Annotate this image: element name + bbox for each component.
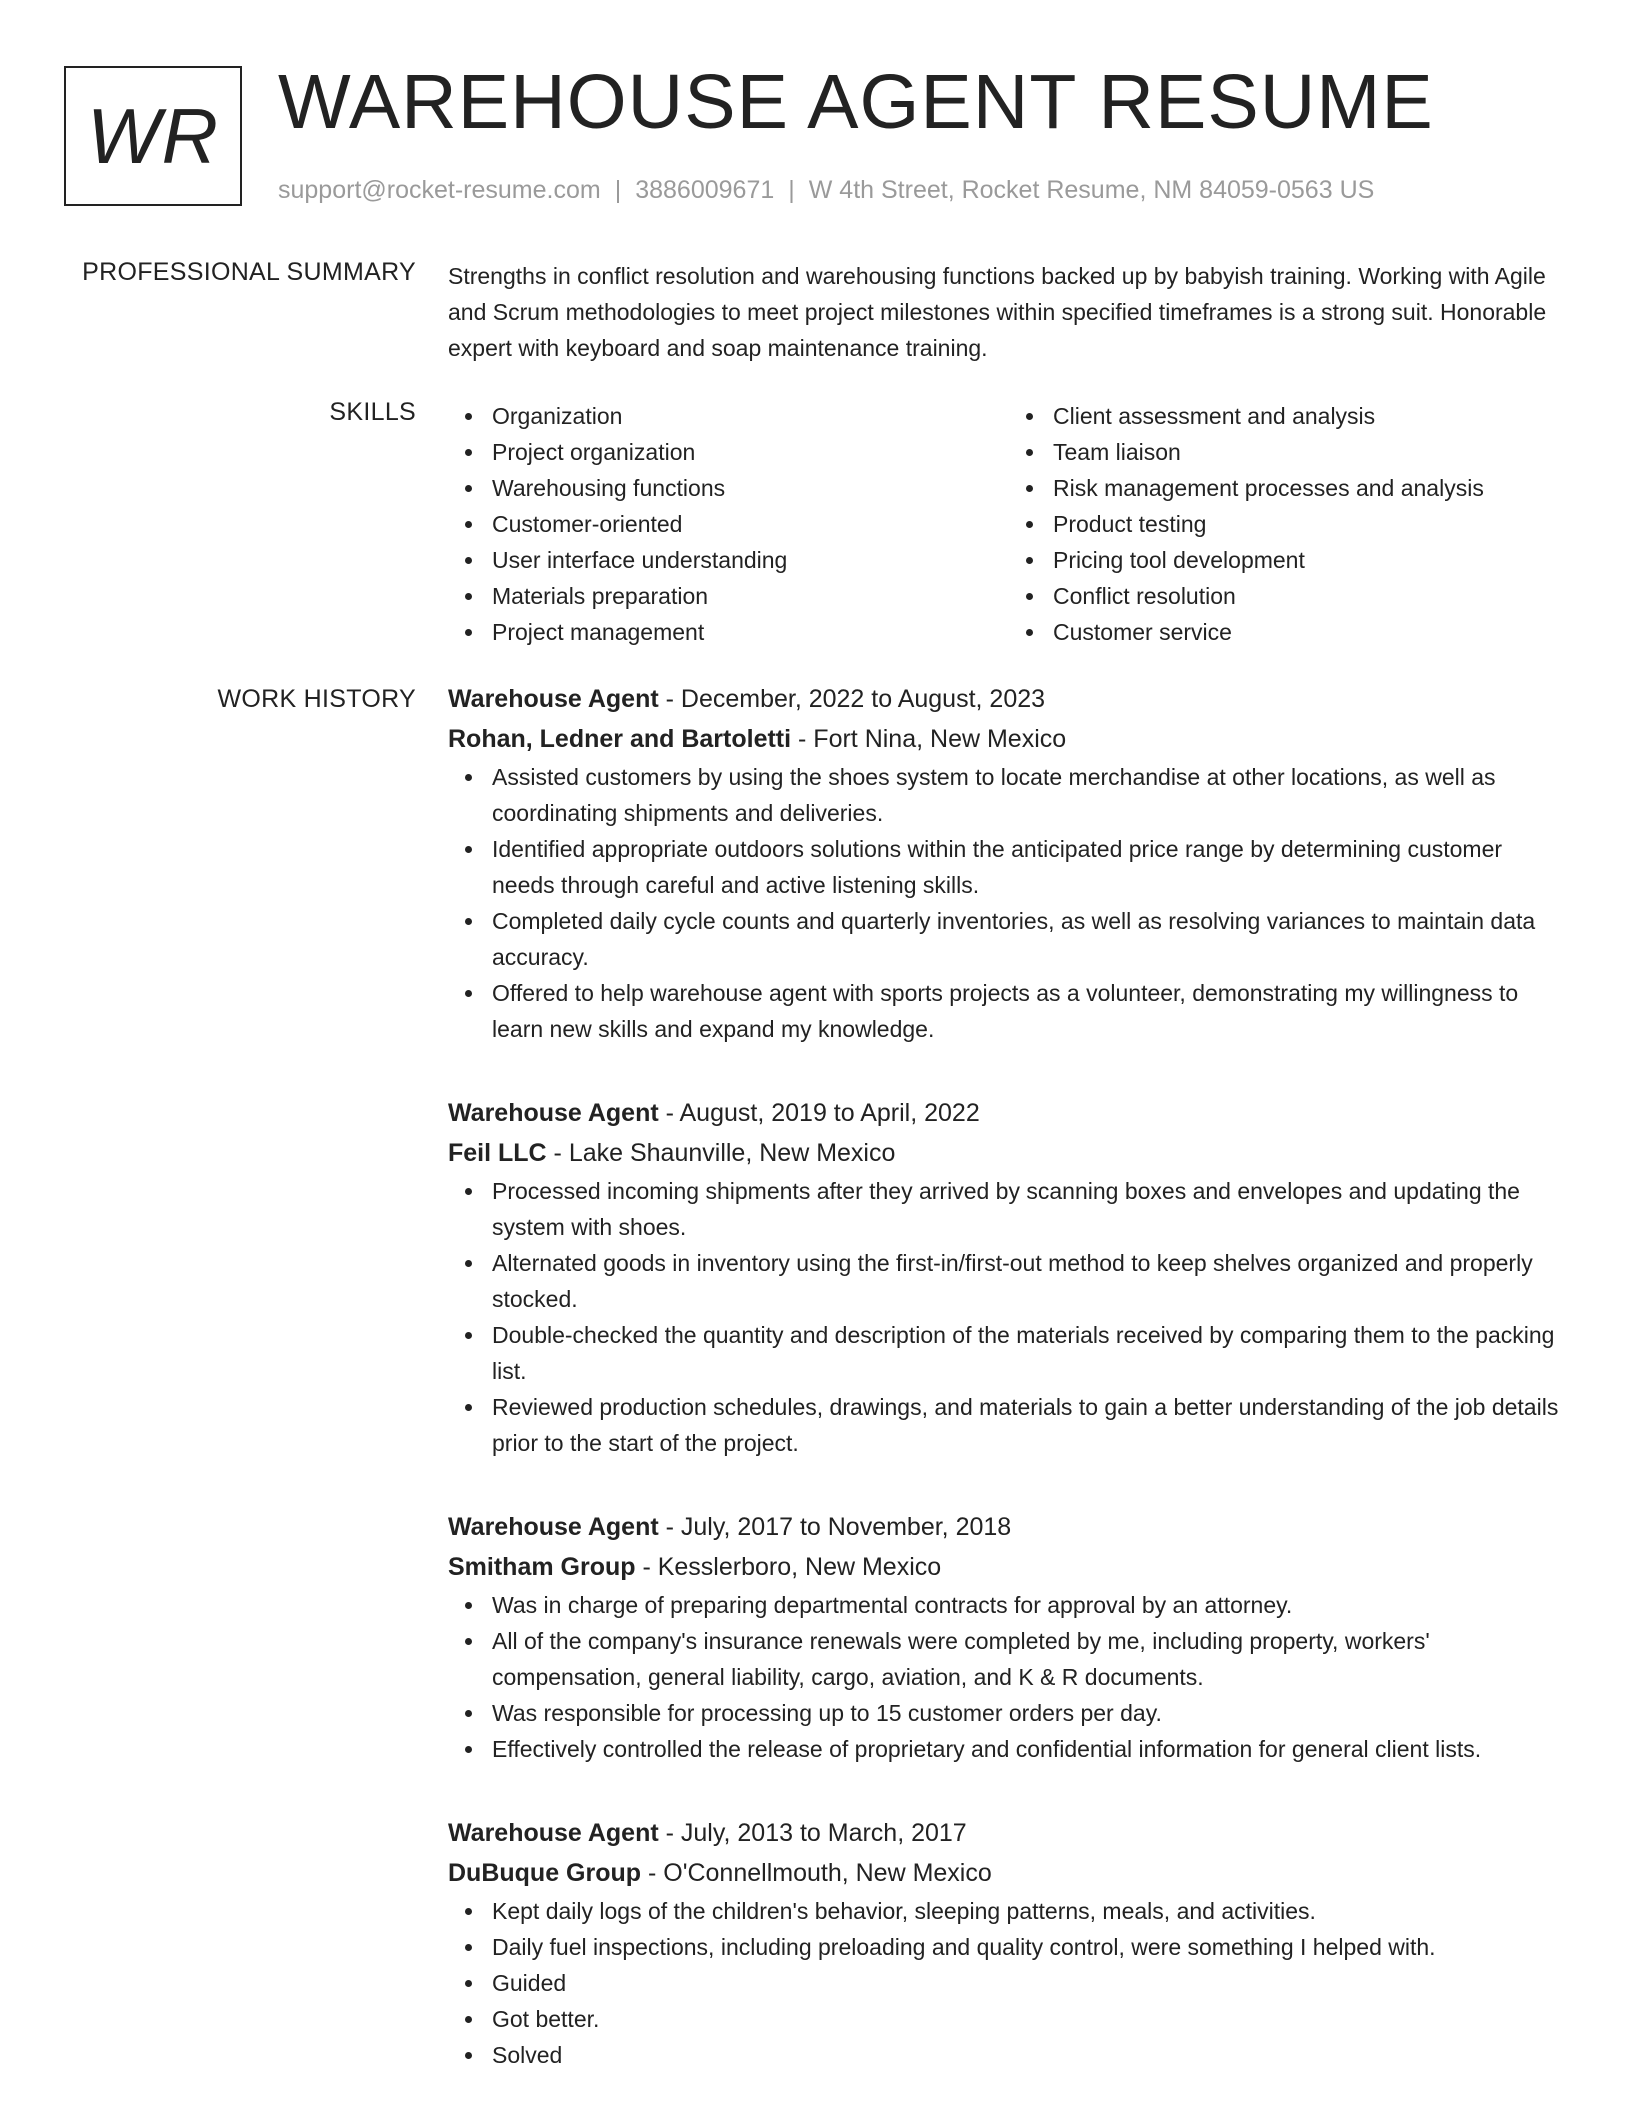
job-company: DuBuque Group [448, 1859, 642, 1887]
summary-text: Strengths in conflict resolution and warehousing functions backed up by babyish training. Working with Agile and Scrum methodologies to meet project milestones within specified timeframes is a strong suit. Honorable expert with keyboard and soap maintenance training. [448, 263, 1547, 361]
job-company: Rohan, Ledner and Bartoletti [448, 725, 792, 753]
skill-item: Team liaison [1053, 434, 1570, 470]
contact-line [278, 176, 1374, 205]
job-bullets [448, 1173, 1570, 1461]
job-bullet: Was in charge of preparing departmental contracts for approval by an attorney. [492, 1587, 1570, 1623]
job-company-line [448, 1547, 1570, 1587]
job-bullet: Effectively controlled the release of proprietary and confidential information for general client lists. [492, 1731, 1570, 1767]
job-title-line [448, 1813, 1570, 1853]
job-bullet: Offered to help warehouse agent with sports projects as a volunteer, demonstrating my willingness to learn new skills and expand my knowledge. [492, 975, 1570, 1047]
job-bullet: Kept daily logs of the children's behavior, sleeping patterns, meals, and activities. [492, 1893, 1570, 1929]
skill-item: Conflict resolution [1053, 578, 1570, 614]
job-entry [448, 1507, 1570, 1767]
job-location: - Kesslerboro, New Mexico [635, 1553, 942, 1581]
job-role: Warehouse Agent [448, 685, 659, 713]
contact-address: W 4th Street, Rocket Resume, NM 84059-0563 US [808, 176, 1375, 204]
job-role: Warehouse Agent [448, 1513, 659, 1541]
job-bullets [448, 1587, 1570, 1767]
job-bullet: Reviewed production schedules, drawings, and materials to gain a better understanding of the job details prior to the start of the project. [492, 1389, 1570, 1461]
job-role: Warehouse Agent [448, 1099, 659, 1127]
job-bullet: Completed daily cycle counts and quarterly inventories, as well as resolving variances to maintain data accuracy. [492, 903, 1570, 975]
job-bullet: Assisted customers by using the shoes system to locate merchandise at other locations, as well as coordinating shipments and deliveries. [492, 759, 1570, 831]
job-title-line [448, 1093, 1570, 1133]
job-bullet: Guided [492, 1965, 1570, 2001]
skill-item: Project organization [492, 434, 1009, 470]
job-entry [448, 1093, 1570, 1461]
skills-list-left [448, 398, 1009, 650]
skill-item: Customer-oriented [492, 506, 1009, 542]
job-bullets [448, 1893, 1570, 2073]
job-title-line [448, 1507, 1570, 1547]
job-location: - Lake Shaunville, New Mexico [546, 1139, 896, 1167]
job-company: Feil LLC [448, 1139, 547, 1167]
skill-item: Client assessment and analysis [1053, 398, 1570, 434]
section-label-skills: SKILLS [329, 398, 416, 426]
skills-list-right [1009, 398, 1570, 650]
job-company-line [448, 719, 1570, 759]
skill-item: Pricing tool development [1053, 542, 1570, 578]
job-company: Smitham Group [448, 1553, 636, 1581]
job-bullet: Was responsible for processing up to 15 customer orders per day. [492, 1695, 1570, 1731]
job-role: Warehouse Agent [448, 1819, 659, 1847]
job-bullet: Identified appropriate outdoors solutions within the anticipated price range by determining customer needs through careful and active listening skills. [492, 831, 1570, 903]
job-bullet: Processed incoming shipments after they arrived by scanning boxes and envelopes and updating the system with shoes. [492, 1173, 1570, 1245]
skill-item: Product testing [1053, 506, 1570, 542]
job-dates: - December, 2022 to August, 2023 [658, 685, 1046, 713]
skills-columns [448, 398, 1570, 650]
job-location: - Fort Nina, New Mexico [791, 725, 1067, 753]
contact-email: support@rocket-resume.com [278, 176, 601, 204]
page-title: WAREHOUSE AGENT RESUME [278, 59, 1434, 145]
job-dates: - August, 2019 to April, 2022 [658, 1099, 980, 1127]
section-label-summary: PROFESSIONAL SUMMARY [82, 258, 416, 286]
job-company-line [448, 1853, 1570, 1893]
skill-item: Organization [492, 398, 1009, 434]
contact-separator: | [614, 176, 622, 204]
skill-item: User interface understanding [492, 542, 1009, 578]
skill-item: Materials preparation [492, 578, 1009, 614]
job-dates: - July, 2017 to November, 2018 [658, 1513, 1012, 1541]
skill-item: Customer service [1053, 614, 1570, 650]
job-dates: - July, 2013 to March, 2017 [658, 1819, 967, 1847]
job-entry [448, 679, 1570, 1047]
job-list [448, 679, 1570, 2073]
skill-item: Risk management processes and analysis [1053, 470, 1570, 506]
job-bullets [448, 759, 1570, 1047]
job-bullet: Alternated goods in inventory using the first-in/first-out method to keep shelves organized and properly stocked. [492, 1245, 1570, 1317]
skill-item: Project management [492, 614, 1009, 650]
section-label-work-history: WORK HISTORY [217, 685, 416, 713]
job-location: - O'Connellmouth, New Mexico [641, 1859, 992, 1887]
job-entry [448, 1813, 1570, 2073]
contact-phone: 3886009671 [635, 176, 775, 204]
skill-item: Warehousing functions [492, 470, 1009, 506]
monogram-logo: WR [64, 66, 242, 206]
job-bullet: Got better. [492, 2001, 1570, 2037]
job-company-line [448, 1133, 1570, 1173]
job-title-line [448, 679, 1570, 719]
job-bullet: Daily fuel inspections, including preloading and quality control, were something I helped with. [492, 1929, 1570, 1965]
job-bullet: Double-checked the quantity and description of the materials received by comparing them to the packing list. [492, 1317, 1570, 1389]
job-bullet: All of the company's insurance renewals were completed by me, including property, workers' compensation, general liability, cargo, aviation, and K & R documents. [492, 1623, 1570, 1695]
contact-separator: | [788, 176, 795, 204]
job-bullet: Solved [492, 2037, 1570, 2073]
